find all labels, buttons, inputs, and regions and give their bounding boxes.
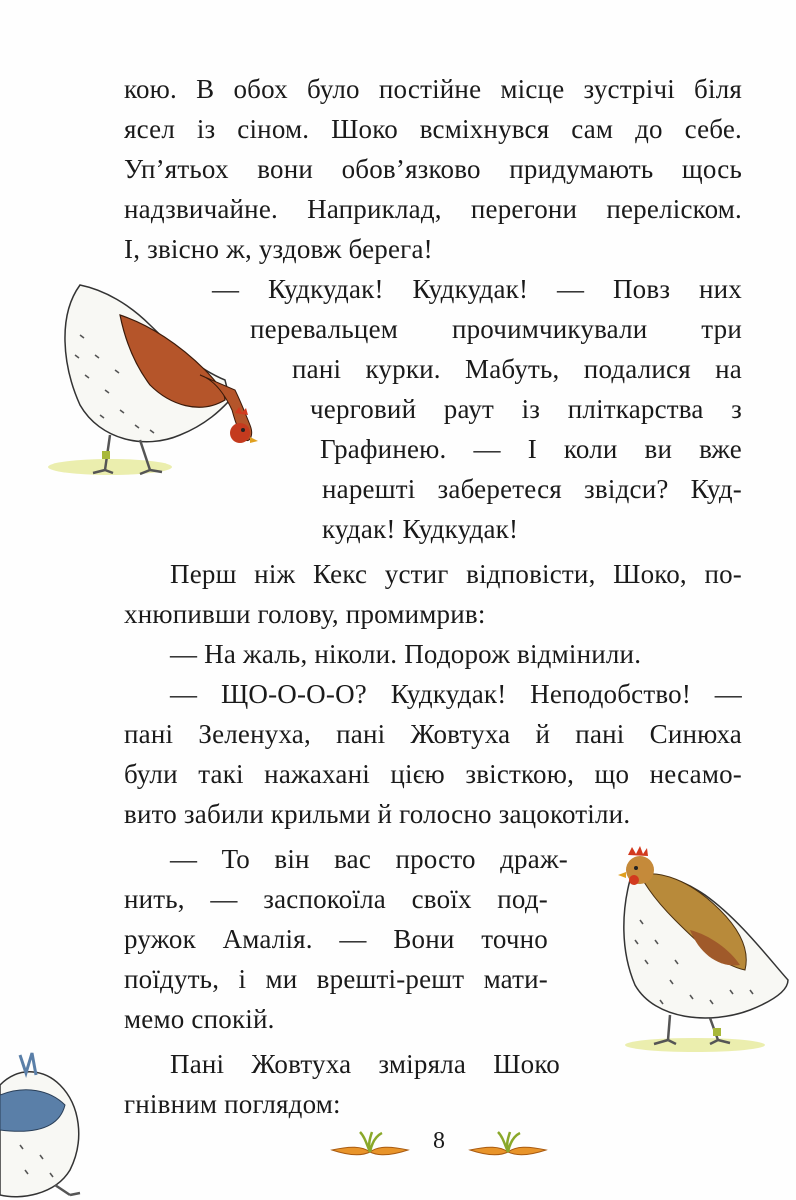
- text-line: черговий раут із пліткарства з: [310, 394, 742, 424]
- carrot-ornament-left-icon: [330, 1128, 410, 1164]
- text-line: пані Зеленуха, пані Жовтуха й пані Синюха: [124, 719, 742, 749]
- text-line: — На жаль, ніколи. Подорож відмінили.: [170, 639, 642, 669]
- text-line: ружок Амалія. — Вони точно: [124, 924, 548, 954]
- text-line: вито забили крильми й голосно зацокотіли.: [124, 799, 631, 829]
- text-line: нить, — заспокоїла своїх под-: [124, 884, 548, 914]
- text-line: кою. В обох було постійне місце зустрічі біля: [124, 74, 742, 104]
- text-line: ясел із сіном. Шоко всміхнувся сам до себе.: [124, 114, 742, 144]
- hen-illustration-bottom: [0, 1045, 110, 1200]
- hen-illustration-right: [600, 840, 790, 1060]
- text-line: мемо спокій.: [124, 1004, 275, 1034]
- text-line: були такі нажахані цією звісткою, що несамо-: [124, 759, 742, 789]
- text-line: перевальцем прочимчикували три: [250, 314, 742, 344]
- text-line: — То він вас просто драж-: [170, 844, 568, 874]
- page-number: 8: [433, 1128, 445, 1154]
- text-line: надзвичайне. Наприклад, перегони переліском.: [124, 194, 742, 224]
- text-line: — ЩО-О-О-О? Кудкудак! Неподобство! —: [170, 679, 742, 709]
- text-line: гнівним поглядом:: [124, 1089, 341, 1119]
- text-line: пані курки. Мабуть, подалися на: [292, 354, 742, 384]
- text-line: поїдуть, і ми врешті-решт мати-: [124, 964, 548, 994]
- text-line: Уп’ятьох вони обов’язково придумають щось: [124, 154, 742, 184]
- text-line: Графинею. — І коли ви вже: [320, 434, 742, 464]
- text-line: Пані Жовтуха зміряла Шоко: [170, 1049, 560, 1079]
- carrot-ornament-right-icon: [468, 1128, 548, 1164]
- text-line: нарешті заберетеся звідси? Куд-: [322, 474, 742, 504]
- text-line: Перш ніж Кекс устиг відповісти, Шоко, по-: [170, 559, 742, 589]
- text-line: хнюпивши голову, промимрив:: [124, 599, 486, 629]
- text-line: І, звісно ж, уздовж берега!: [124, 234, 433, 264]
- text-line: кудак! Кудкудак!: [322, 514, 519, 544]
- text-line: — Кудкудак! Кудкудак! — Повз них: [212, 274, 742, 304]
